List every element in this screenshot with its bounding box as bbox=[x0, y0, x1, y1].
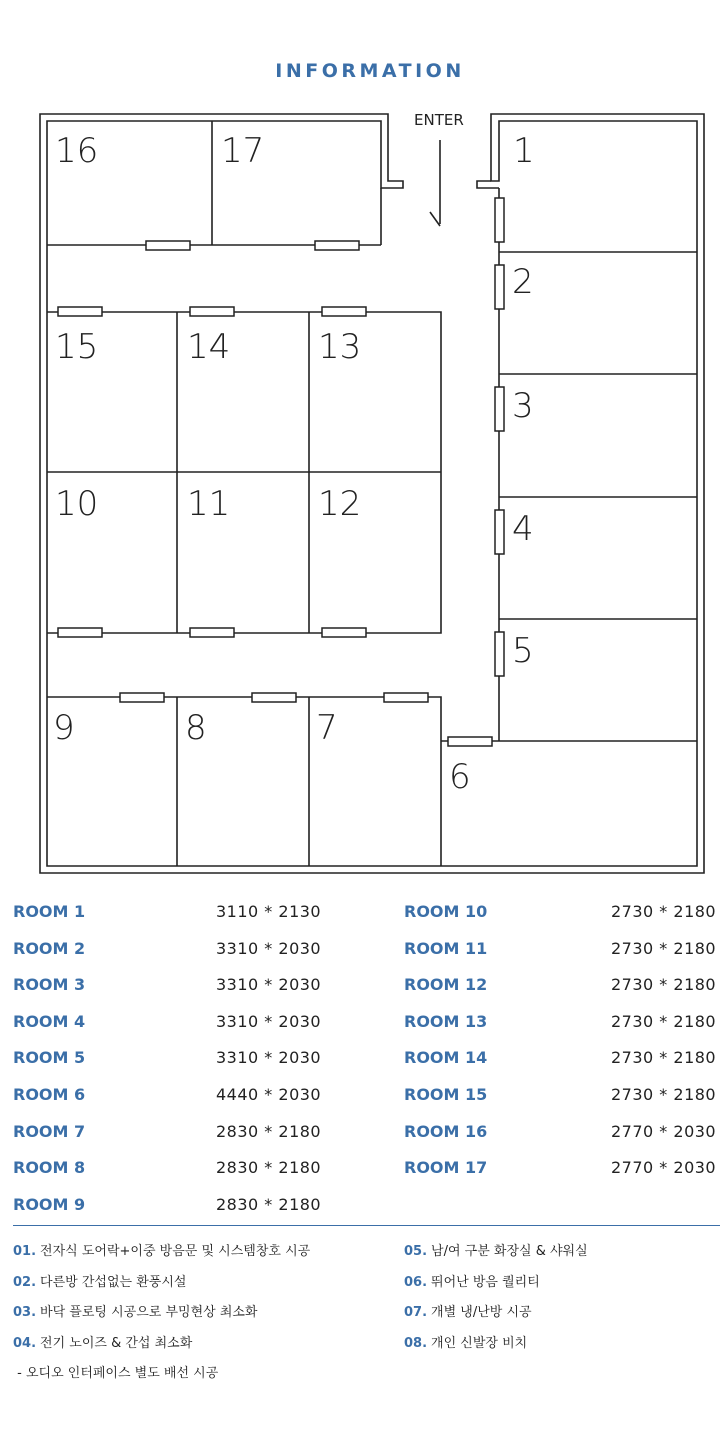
room-row bbox=[404, 1007, 720, 1037]
room-row bbox=[13, 897, 333, 927]
bottom-block-walls bbox=[47, 697, 441, 866]
room-name: ROOM 11 bbox=[404, 938, 488, 958]
room-name: ROOM 9 bbox=[13, 1194, 86, 1214]
room-size: 4440 * 2030 bbox=[216, 1085, 322, 1104]
room-label-4: 4 bbox=[512, 509, 534, 549]
door-room-15 bbox=[58, 307, 102, 316]
feature-text: - 오디오 인터페이스 별도 배선 시공 bbox=[13, 1366, 219, 1382]
door-room-13 bbox=[322, 307, 366, 316]
room-label-1: 1 bbox=[513, 131, 535, 171]
room-row bbox=[404, 1117, 720, 1147]
door-room-1 bbox=[495, 198, 504, 242]
enter-label: ENTER bbox=[414, 111, 464, 129]
room-row bbox=[404, 934, 720, 964]
room-name: ROOM 3 bbox=[13, 975, 86, 995]
feature-number: 06. bbox=[404, 1274, 428, 1290]
room-name: ROOM 17 bbox=[404, 1158, 488, 1178]
feature-text: 개인 신발장 비치 bbox=[431, 1335, 528, 1351]
room-size: 2730 * 2180 bbox=[611, 1011, 717, 1031]
feature-item bbox=[13, 1363, 218, 1385]
room-name: ROOM 16 bbox=[404, 1121, 488, 1141]
feature-item bbox=[404, 1333, 527, 1355]
room-row bbox=[13, 1007, 333, 1037]
room-name: ROOM 12 bbox=[404, 975, 488, 995]
feature-text: 남/여 구분 화장실 & 샤워실 bbox=[431, 1244, 588, 1259]
room-row bbox=[13, 1190, 333, 1220]
room-row bbox=[404, 897, 720, 927]
room-label-6: 6 bbox=[449, 757, 471, 797]
room-label-9: 9 bbox=[53, 708, 75, 748]
room-label-3: 3 bbox=[512, 386, 534, 426]
door-room-4 bbox=[495, 510, 504, 554]
room-row bbox=[404, 1080, 720, 1110]
room-row bbox=[13, 970, 333, 1000]
room-size: 2730 * 2180 bbox=[611, 938, 717, 958]
room-size: 2830 * 2180 bbox=[216, 1194, 322, 1214]
room-size: 3310 * 2030 bbox=[216, 975, 322, 995]
door-room-6 bbox=[448, 737, 492, 746]
door-room-17 bbox=[315, 241, 359, 250]
room-size: 2730 * 2180 bbox=[611, 902, 717, 921]
room-row bbox=[13, 1080, 333, 1110]
room-size: 3310 * 2030 bbox=[216, 1011, 322, 1031]
room-size: 2770 * 2030 bbox=[611, 1158, 717, 1178]
door-room-8 bbox=[252, 693, 296, 702]
room-label-8: 8 bbox=[185, 708, 207, 748]
room-row bbox=[13, 1043, 333, 1073]
room-row bbox=[404, 970, 720, 1000]
feature-item bbox=[404, 1241, 588, 1263]
room-name: ROOM 10 bbox=[404, 902, 488, 921]
feature-number: 08. bbox=[404, 1335, 428, 1351]
middle-block-walls bbox=[47, 312, 441, 633]
page-title: INFORMATION bbox=[275, 60, 465, 82]
feature-item bbox=[13, 1302, 258, 1324]
enter-arrow bbox=[430, 140, 440, 226]
room-label-16: 16 bbox=[55, 131, 99, 171]
room-size: 2770 * 2030 bbox=[611, 1121, 717, 1141]
room-label-14: 14 bbox=[187, 327, 231, 367]
door-room-2 bbox=[495, 265, 504, 309]
room-size: 3310 * 2030 bbox=[216, 938, 322, 958]
room-size: 3310 * 2030 bbox=[216, 1048, 322, 1068]
feature-number: 07. bbox=[404, 1305, 428, 1321]
feature-item bbox=[13, 1241, 310, 1263]
feature-number: 05. bbox=[404, 1244, 428, 1259]
feature-number: 02. bbox=[13, 1274, 37, 1290]
feature-text: 개별 냉/난방 시공 bbox=[431, 1305, 532, 1321]
door-room-12 bbox=[322, 628, 366, 637]
room-label-7: 7 bbox=[316, 708, 338, 748]
feature-text: 바닥 플로팅 시공으로 부밍현상 최소화 bbox=[40, 1305, 258, 1321]
room-name: ROOM 14 bbox=[404, 1048, 488, 1068]
room-label-2: 2 bbox=[512, 262, 534, 302]
room-row bbox=[13, 934, 333, 964]
room-name: ROOM 1 bbox=[13, 902, 86, 921]
feature-text: 전자식 도어락+이중 방음문 및 시스템창호 시공 bbox=[40, 1244, 311, 1259]
feature-item bbox=[404, 1302, 532, 1324]
door-room-10 bbox=[58, 628, 102, 637]
room-name: ROOM 13 bbox=[404, 1011, 488, 1031]
room-size: 2830 * 2180 bbox=[216, 1121, 322, 1141]
door-room-14 bbox=[190, 307, 234, 316]
room-size: 2830 * 2180 bbox=[216, 1158, 322, 1178]
feature-number: 01. bbox=[13, 1244, 37, 1259]
room-name: ROOM 8 bbox=[13, 1158, 86, 1178]
room-label-12: 12 bbox=[318, 484, 362, 524]
entrance-wall-right bbox=[477, 181, 499, 188]
room-row bbox=[404, 1153, 720, 1183]
room-label-10: 10 bbox=[55, 484, 99, 524]
door-room-9 bbox=[120, 693, 164, 702]
room-size: 2730 * 2180 bbox=[611, 1085, 717, 1104]
room-row bbox=[13, 1153, 333, 1183]
room-size: 2730 * 2180 bbox=[611, 1048, 717, 1068]
feature-text: 뛰어난 방음 퀄리티 bbox=[431, 1274, 540, 1290]
door-room-16 bbox=[146, 241, 190, 250]
room-name: ROOM 6 bbox=[13, 1085, 86, 1104]
feature-number: 04. bbox=[13, 1335, 37, 1351]
door-room-7 bbox=[384, 693, 428, 702]
room-label-5: 5 bbox=[512, 631, 534, 671]
room-name: ROOM 2 bbox=[13, 938, 86, 958]
right-column-walls bbox=[441, 188, 697, 741]
room-row bbox=[404, 1043, 720, 1073]
room-name: ROOM 4 bbox=[13, 1011, 86, 1031]
feature-number: 03. bbox=[13, 1305, 37, 1321]
room-name: ROOM 7 bbox=[13, 1121, 86, 1141]
room-name: ROOM 15 bbox=[404, 1085, 488, 1104]
room-label-17: 17 bbox=[221, 131, 265, 171]
feature-item bbox=[13, 1333, 192, 1355]
feature-text: 전기 노이즈 & 간섭 최소화 bbox=[40, 1335, 193, 1351]
feature-item bbox=[13, 1272, 186, 1294]
room-name: ROOM 5 bbox=[13, 1048, 86, 1068]
room-label-13: 13 bbox=[318, 327, 362, 367]
room-row bbox=[13, 1117, 333, 1147]
room-size: 2730 * 2180 bbox=[611, 975, 717, 995]
feature-item bbox=[404, 1272, 540, 1294]
room-label-11: 11 bbox=[187, 484, 231, 524]
outer-wall bbox=[40, 114, 704, 873]
door-room-3 bbox=[495, 387, 504, 431]
room-label-15: 15 bbox=[55, 327, 99, 367]
door-room-5 bbox=[495, 632, 504, 676]
room-size: 3110 * 2130 bbox=[216, 902, 322, 921]
feature-text: 다른방 간섭없는 환풍시설 bbox=[40, 1274, 187, 1290]
divider bbox=[13, 1225, 720, 1226]
door-room-11 bbox=[190, 628, 234, 637]
